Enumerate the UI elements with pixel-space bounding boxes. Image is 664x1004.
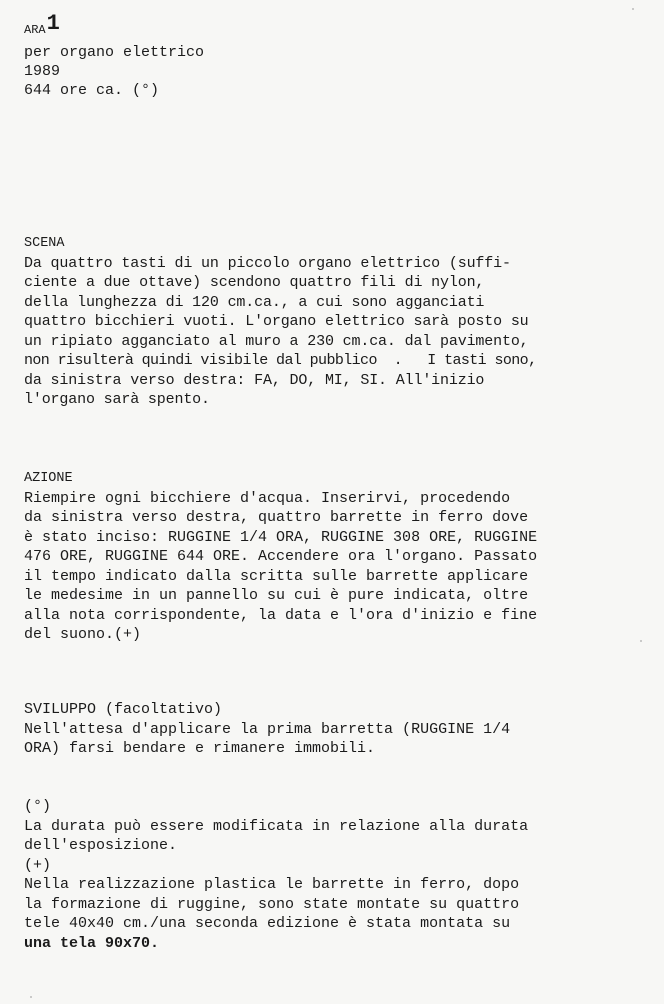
title-word: ARA [24, 23, 46, 37]
text-line: ciente a due ottave) scendono quattro fili di nylon, [24, 274, 485, 291]
text-line: della lunghezza di 120 cm.ca., a cui sono agganciati [24, 293, 485, 311]
text-line: le medesime in un pannello su cui è pure indicata, oltre [24, 587, 529, 604]
note-mark-plus: (+) [24, 856, 52, 874]
text-line: un ripiato agganciato al muro a 230 cm.ca. dal pavimento, [24, 332, 529, 350]
text-line: Nell'attesa d'applicare la prima barretta (RUGGINE 1/4 [24, 720, 511, 738]
section-heading-scena: SCENA [24, 236, 65, 251]
text-line: dell'esposizione. [24, 837, 178, 854]
azione-body [24, 489, 654, 645]
work-title [24, 12, 654, 38]
notes-section [24, 797, 654, 953]
note-mark-degree: (°) [24, 798, 52, 815]
section-heading-sviluppo: SVILUPPO (facoltativo) [24, 701, 223, 718]
paper-speck [632, 8, 634, 10]
text-line: tele 40x40 cm./una seconda edizione è stata montata su [24, 915, 511, 932]
text-line: una tela 90x70. [24, 934, 160, 952]
subtitle: per organo elettrico [24, 44, 205, 61]
text-line: è stato inciso: RUGGINE 1/4 ORA, RUGGINE 308 ORE, RUGGINE [24, 528, 538, 546]
text-line: ORA) farsi bendare e rimanere immobili. [24, 740, 376, 757]
text-line: da sinistra verso destra: FA, DO, MI, SI. All'inizio [24, 371, 485, 389]
year: 1989 [24, 63, 61, 80]
text-line: il tempo indicato dalla scritta sulle barrette applicare [24, 567, 529, 585]
text-line: la formazione di ruggine, sono state montate su quattro [24, 895, 520, 913]
paper-speck [30, 996, 32, 998]
text-line: del suono.(+) [24, 626, 142, 643]
sviluppo-section [24, 700, 654, 759]
text-line: Da quattro tasti di un piccolo organo elettrico (suffi- [24, 254, 511, 272]
text-line: da sinistra verso destra, quattro barrette in ferro dove [24, 509, 529, 526]
text-line: l'organo sarà spento. [24, 391, 210, 408]
text-line: quattro bicchieri vuoti. L'organo elettrico sarà posto su [24, 313, 529, 330]
azione-section [24, 469, 654, 645]
text-line: non risulterà quindi visibile dal pubblico . I tasti sono, [24, 352, 537, 369]
paper-speck [640, 640, 642, 642]
duration: 644 ore ca. (°) [24, 82, 160, 99]
scena-section [24, 234, 654, 410]
text-line: 476 ORE, RUGGINE 644 ORE. Accendere ora l'organo. Passato [24, 548, 538, 565]
header-block [24, 12, 654, 100]
title-number: 1 [46, 11, 60, 36]
text-line: La durata può essere modificata in relazione alla durata [24, 817, 529, 835]
scena-body [24, 254, 654, 410]
text-line: Nella realizzazione plastica le barrette in ferro, dopo [24, 876, 520, 893]
text-line: alla nota corrispondente, la data e l'ora d'inizio e fine [24, 606, 538, 624]
section-heading-azione: AZIONE [24, 471, 73, 486]
text-line: Riempire ogni bicchiere d'acqua. Inserirvi, procedendo [24, 489, 511, 507]
